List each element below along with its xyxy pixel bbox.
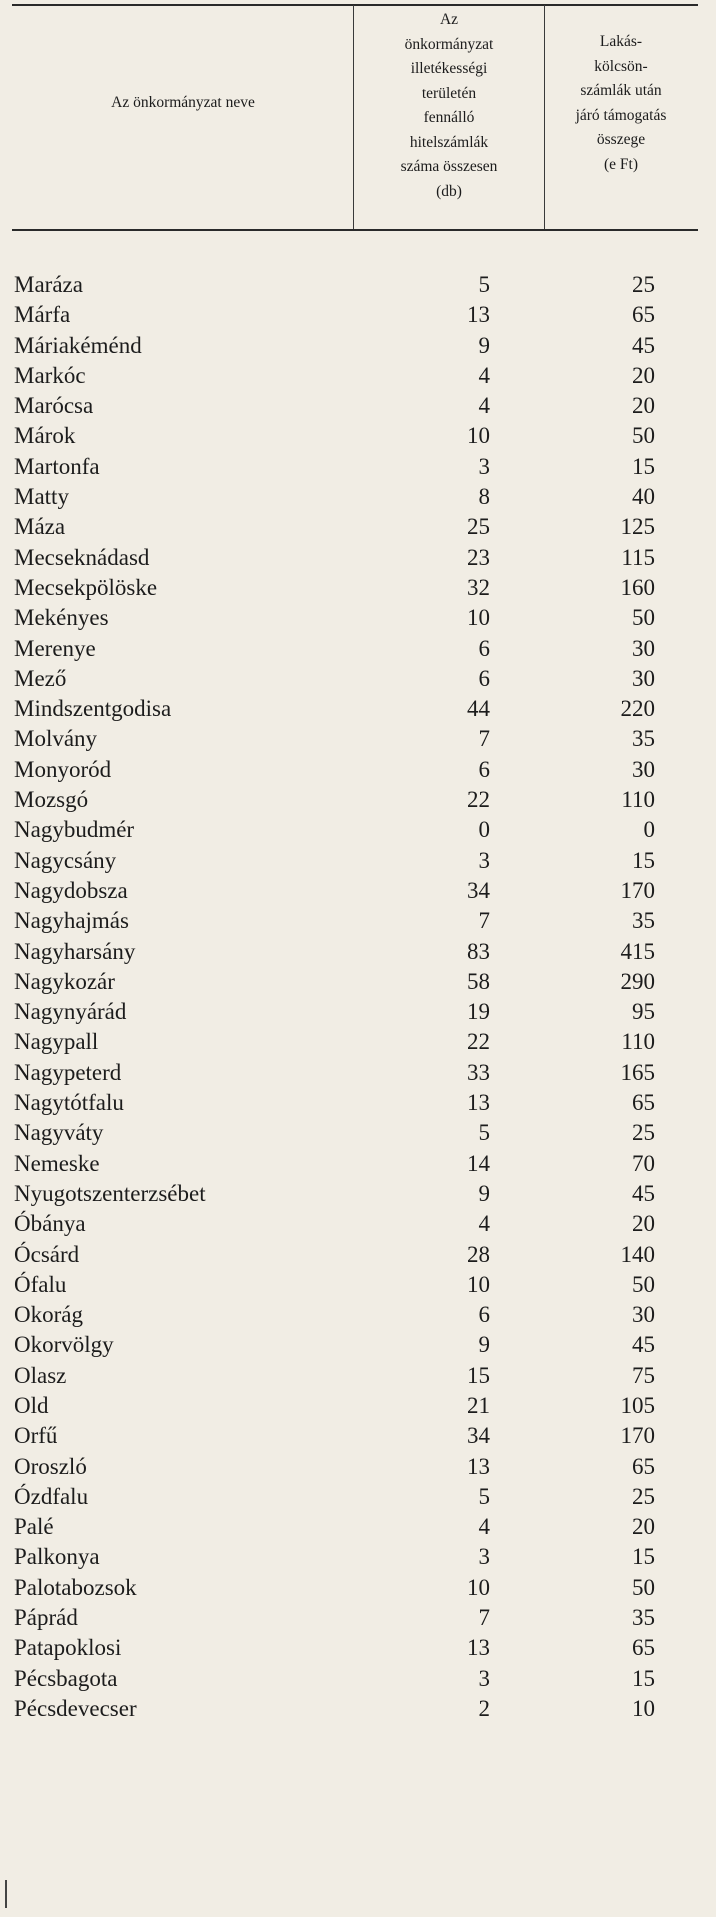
- row-name: Máza: [14, 514, 66, 540]
- row-name: Pécsbagota: [14, 1665, 118, 1691]
- row-amount: 15: [632, 453, 655, 479]
- row-count: 13: [467, 302, 490, 328]
- row-count: 83: [467, 938, 490, 964]
- row-name: Orfű: [14, 1423, 58, 1449]
- row-count: 3: [478, 453, 490, 479]
- row-name: Nagyharsány: [14, 938, 136, 964]
- row-name: Ózdfalu: [14, 1483, 89, 1509]
- row-name: Palkonya: [14, 1544, 100, 1570]
- row-name: Palé: [14, 1514, 54, 1540]
- row-amount: 165: [620, 1059, 655, 1085]
- row-count: 10: [467, 605, 490, 631]
- row-count: 10: [467, 1574, 490, 1600]
- table-row: [0, 270, 716, 300]
- row-count: 58: [467, 968, 490, 994]
- row-amount: 15: [632, 1544, 655, 1570]
- table-row: [0, 937, 716, 967]
- row-count: 5: [478, 1120, 490, 1146]
- row-amount: 70: [632, 1150, 655, 1176]
- table-row: [0, 1573, 716, 1603]
- row-count: 22: [467, 787, 490, 813]
- column-divider: [353, 5, 354, 230]
- row-name: Old: [14, 1392, 49, 1418]
- row-count: 4: [478, 362, 490, 388]
- table-row: [0, 452, 716, 482]
- table-row: [0, 1542, 716, 1572]
- row-amount: 115: [621, 544, 655, 570]
- header-rule: [12, 229, 698, 231]
- row-amount: 35: [632, 908, 655, 934]
- table-row: [0, 755, 716, 785]
- row-amount: 95: [632, 999, 655, 1025]
- row-amount: 0: [643, 817, 655, 843]
- table-row: [0, 391, 716, 421]
- row-amount: 170: [620, 877, 655, 903]
- row-count: 13: [467, 1635, 490, 1661]
- row-amount: 40: [632, 484, 655, 510]
- table-row: [0, 1270, 716, 1300]
- table-row: [0, 664, 716, 694]
- row-amount: 415: [620, 938, 655, 964]
- row-count: 13: [467, 1090, 490, 1116]
- row-name: Nagyváty: [14, 1120, 104, 1146]
- row-name: Pécsdevecser: [14, 1695, 137, 1721]
- table-body: [0, 270, 716, 1724]
- row-amount: 50: [632, 1574, 655, 1600]
- table-row: [0, 815, 716, 845]
- row-count: 5: [478, 1483, 490, 1509]
- row-amount: 25: [632, 272, 655, 297]
- row-count: 9: [478, 1180, 490, 1206]
- row-count: 19: [467, 999, 490, 1025]
- header-amount: Lakás- kölcsön- számlák után járó támogatás összege (e Ft): [575, 33, 667, 173]
- row-name: Nyugotszenterzsébet: [14, 1180, 206, 1206]
- row-name: Marócsa: [14, 393, 94, 419]
- row-amount: 20: [632, 362, 655, 388]
- table-row: [0, 1391, 716, 1421]
- row-name: Márok: [14, 423, 76, 449]
- table-row: [0, 1300, 716, 1330]
- row-amount: 10: [632, 1695, 655, 1721]
- row-name: Nemeske: [14, 1150, 100, 1176]
- row-count: 21: [467, 1392, 490, 1418]
- row-amount: 170: [620, 1423, 655, 1449]
- table-row: [0, 1452, 716, 1482]
- row-count: 5: [478, 272, 490, 297]
- row-name: Mecsekpölöske: [14, 574, 158, 600]
- row-count: 34: [467, 1423, 490, 1449]
- column-divider: [544, 5, 545, 230]
- row-name: Mindszentgodisa: [14, 696, 172, 722]
- table-row: [0, 997, 716, 1027]
- row-name: Nagypeterd: [14, 1059, 122, 1085]
- row-amount: 35: [632, 1605, 655, 1631]
- table-row: [0, 1179, 716, 1209]
- table-row: [0, 1118, 716, 1148]
- row-amount: 45: [632, 332, 655, 358]
- row-count: 9: [478, 332, 490, 358]
- row-amount: 30: [632, 665, 655, 691]
- row-name: Nagydobsza: [14, 877, 128, 903]
- row-count: 6: [478, 665, 490, 691]
- row-name: Olasz: [14, 1362, 67, 1388]
- row-amount: 25: [632, 1483, 655, 1509]
- row-name: Nagytótfalu: [14, 1090, 124, 1116]
- row-name: Matty: [14, 484, 69, 510]
- header-name: Az önkormányzat neve: [111, 94, 255, 111]
- table-row: [0, 1330, 716, 1360]
- row-count: 0: [478, 817, 490, 843]
- table-row: [0, 573, 716, 603]
- table-row: [0, 1058, 716, 1088]
- table-row: [0, 1694, 716, 1724]
- row-amount: 65: [632, 1453, 655, 1479]
- row-name: Nagynyárád: [14, 999, 127, 1025]
- row-count: 22: [467, 1029, 490, 1055]
- row-amount: 30: [632, 635, 655, 661]
- row-amount: 15: [632, 1665, 655, 1691]
- row-amount: 290: [620, 968, 655, 994]
- row-amount: 65: [632, 302, 655, 328]
- row-amount: 20: [632, 1514, 655, 1540]
- row-name: Palotabozsok: [14, 1574, 137, 1600]
- row-name: Nagycsány: [14, 847, 117, 873]
- table-row: [0, 724, 716, 754]
- row-amount: 65: [632, 1090, 655, 1116]
- row-name: Óbánya: [14, 1211, 86, 1237]
- table-row: [0, 482, 716, 512]
- row-count: 8: [478, 484, 490, 510]
- table-row: [0, 421, 716, 451]
- table-row: [0, 634, 716, 664]
- row-count: 28: [467, 1241, 490, 1267]
- row-amount: 35: [632, 726, 655, 752]
- row-amount: 50: [632, 423, 655, 449]
- row-name: Máriakéménd: [14, 332, 142, 358]
- table-row: [0, 906, 716, 936]
- row-name: Mecseknádasd: [14, 544, 150, 570]
- row-count: 23: [467, 544, 490, 570]
- row-amount: 160: [620, 574, 655, 600]
- table-row: [0, 1088, 716, 1118]
- row-amount: 30: [632, 756, 655, 782]
- table-row: [0, 1512, 716, 1542]
- row-count: 14: [467, 1150, 490, 1176]
- table-row: [0, 543, 716, 573]
- row-count: 25: [467, 514, 490, 540]
- row-count: 3: [478, 1665, 490, 1691]
- row-amount: 220: [620, 696, 655, 722]
- row-count: 34: [467, 877, 490, 903]
- table-row: [0, 846, 716, 876]
- row-count: 6: [478, 756, 490, 782]
- row-name: Okorvölgy: [14, 1332, 114, 1358]
- row-name: Nagybudmér: [14, 817, 135, 843]
- row-amount: 45: [632, 1332, 655, 1358]
- table-row: [0, 1482, 716, 1512]
- row-amount: 45: [632, 1180, 655, 1206]
- row-name: Mekényes: [14, 605, 109, 631]
- row-name: Mozsgó: [14, 787, 89, 813]
- row-name: Mező: [14, 665, 67, 691]
- row-count: 6: [478, 635, 490, 661]
- row-name: Molvány: [14, 726, 98, 752]
- row-name: Okorág: [14, 1302, 83, 1328]
- row-count: 3: [478, 1544, 490, 1570]
- row-count: 7: [478, 1605, 490, 1631]
- row-count: 33: [467, 1059, 490, 1085]
- row-name: Ófalu: [14, 1271, 67, 1297]
- row-name: Márfa: [14, 302, 71, 328]
- row-count: 6: [478, 1302, 490, 1328]
- row-name: Páprád: [14, 1605, 78, 1631]
- row-count: 7: [478, 908, 490, 934]
- row-count: 44: [467, 696, 490, 722]
- row-name: Martonfa: [14, 453, 100, 479]
- row-amount: 110: [621, 787, 655, 813]
- row-amount: 140: [620, 1241, 655, 1267]
- row-name: Markóc: [14, 362, 86, 388]
- row-name: Patapoklosi: [14, 1635, 122, 1661]
- row-count: 4: [478, 393, 490, 419]
- table-row: [0, 1209, 716, 1239]
- row-count: 4: [478, 1211, 490, 1237]
- table-row: [0, 331, 716, 361]
- header-count: Az önkormányzat illetékességi területén fennálló hitelszámlák száma összesen (db): [400, 11, 498, 200]
- row-name: Ócsárd: [14, 1241, 80, 1267]
- row-name: Monyoród: [14, 756, 112, 782]
- table-row: [0, 876, 716, 906]
- table-row: [0, 512, 716, 542]
- table-row: [0, 1240, 716, 1270]
- row-name: Nagyhajmás: [14, 908, 129, 934]
- table-row: [0, 1664, 716, 1694]
- table-row: [0, 1603, 716, 1633]
- row-name: Maráza: [14, 272, 83, 297]
- table-row: [0, 1633, 716, 1663]
- table-row: [0, 603, 716, 633]
- row-amount: 65: [632, 1635, 655, 1661]
- row-amount: 50: [632, 1271, 655, 1297]
- row-count: 9: [478, 1332, 490, 1358]
- row-amount: 25: [632, 1120, 655, 1146]
- table-row: [0, 1361, 716, 1391]
- row-amount: 75: [632, 1362, 655, 1388]
- row-count: 2: [478, 1695, 490, 1721]
- row-count: 7: [478, 726, 490, 752]
- table-row: [0, 1421, 716, 1451]
- row-name: Oroszló: [14, 1453, 87, 1479]
- row-count: 15: [467, 1362, 490, 1388]
- row-amount: 15: [632, 847, 655, 873]
- row-name: Nagykozár: [14, 968, 115, 994]
- row-amount: 125: [620, 514, 655, 540]
- row-count: 4: [478, 1514, 490, 1540]
- row-amount: 20: [632, 1211, 655, 1237]
- table-row: [0, 694, 716, 724]
- row-amount: 50: [632, 605, 655, 631]
- row-amount: 110: [621, 1029, 655, 1055]
- top-rule: [12, 4, 698, 6]
- row-name: Nagypall: [14, 1029, 99, 1055]
- margin-mark: [5, 1880, 7, 1908]
- table-row: [0, 1027, 716, 1057]
- table-row: [0, 785, 716, 815]
- table-row: [0, 361, 716, 391]
- row-count: 10: [467, 423, 490, 449]
- table-row: [0, 1149, 716, 1179]
- row-name: Merenye: [14, 635, 96, 661]
- row-count: 13: [467, 1453, 490, 1479]
- row-count: 3: [478, 847, 490, 873]
- row-count: 10: [467, 1271, 490, 1297]
- table-row: [0, 300, 716, 330]
- table-row: [0, 967, 716, 997]
- row-count: 32: [467, 574, 490, 600]
- row-amount: 30: [632, 1302, 655, 1328]
- row-amount: 20: [632, 393, 655, 419]
- row-amount: 105: [620, 1392, 655, 1418]
